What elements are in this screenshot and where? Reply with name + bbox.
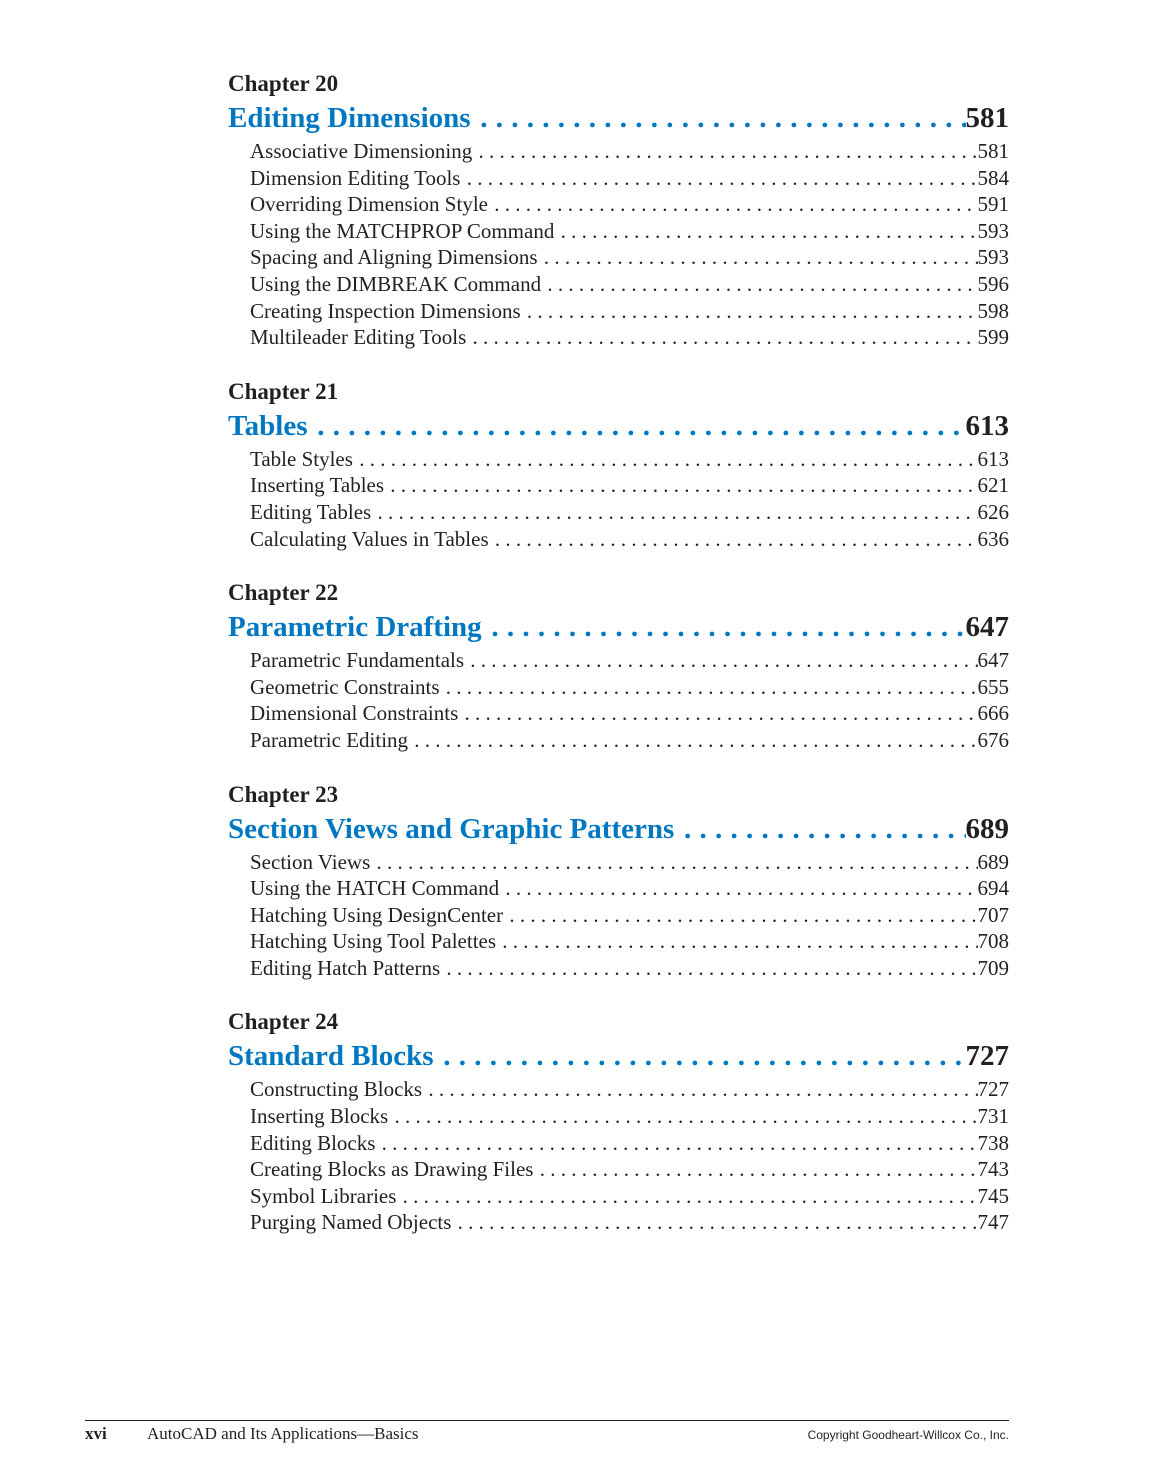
section-page-number: 709 xyxy=(977,955,1009,980)
dot-leader xyxy=(538,244,978,271)
section-page-number: 743 xyxy=(977,1157,1009,1182)
section-entry[interactable] xyxy=(250,298,1009,325)
chapter-title-row[interactable] xyxy=(228,100,1009,136)
section-entry[interactable] xyxy=(250,446,1009,473)
section-entry[interactable] xyxy=(250,191,1009,218)
dot-leader xyxy=(396,1183,977,1210)
chapter-page-number: 647 xyxy=(965,611,1009,644)
section-title: Dimension Editing Tools xyxy=(250,165,461,190)
section-page-number: 598 xyxy=(977,298,1009,323)
section-entry[interactable] xyxy=(250,1103,1009,1130)
section-entry[interactable] xyxy=(250,324,1009,351)
dot-leader xyxy=(388,1103,977,1130)
dot-leader xyxy=(471,100,966,136)
dot-leader xyxy=(433,1038,965,1074)
page-footer xyxy=(85,1420,1009,1444)
section-list xyxy=(228,446,1009,552)
chapter-title: Tables xyxy=(228,409,308,442)
section-list xyxy=(228,138,1009,351)
section-page-number: 584 xyxy=(977,165,1009,190)
section-list xyxy=(228,1076,1009,1236)
section-entry[interactable] xyxy=(250,647,1009,674)
chapter-label: Chapter 23 xyxy=(228,781,339,807)
chapter-title-row[interactable] xyxy=(228,1038,1009,1074)
section-page-number: 655 xyxy=(977,674,1009,699)
chapter-page-number: 613 xyxy=(965,409,1009,442)
section-page-number: 747 xyxy=(977,1210,1009,1235)
section-entry[interactable] xyxy=(250,526,1009,553)
section-page-number: 636 xyxy=(977,526,1009,551)
section-title: Purging Named Objects xyxy=(250,1210,452,1235)
chapter-label: Chapter 21 xyxy=(228,378,339,404)
dot-leader xyxy=(466,324,977,351)
section-list xyxy=(228,849,1009,982)
chapter-title-row[interactable] xyxy=(228,811,1009,847)
dot-leader xyxy=(464,647,977,674)
running-book-title: AutoCAD and Its Applications—Basics xyxy=(147,1424,419,1443)
chapter-title: Standard Blocks xyxy=(228,1040,434,1073)
dot-leader xyxy=(371,499,977,526)
section-page-number: 647 xyxy=(977,648,1009,673)
section-entry[interactable] xyxy=(250,218,1009,245)
section-page-number: 621 xyxy=(977,473,1009,498)
section-entry[interactable] xyxy=(250,928,1009,955)
section-title: Geometric Constraints xyxy=(250,674,440,699)
chapter-label: Chapter 20 xyxy=(228,71,339,96)
section-entry[interactable] xyxy=(250,1076,1009,1103)
section-title: Constructing Blocks xyxy=(250,1077,423,1102)
dot-leader xyxy=(496,928,977,955)
dot-leader xyxy=(472,138,977,165)
section-title: Section Views xyxy=(250,849,371,874)
dot-leader xyxy=(482,609,966,645)
section-title: Spacing and Aligning Dimensions xyxy=(250,245,538,270)
chapter-list xyxy=(228,68,1009,1236)
section-title: Editing Tables xyxy=(250,499,372,524)
dot-leader xyxy=(488,191,978,218)
section-entry[interactable] xyxy=(250,1209,1009,1236)
chapter-title: Parametric Drafting xyxy=(228,611,482,644)
chapter-block xyxy=(228,1006,1009,1236)
dot-leader xyxy=(308,408,966,444)
dot-leader xyxy=(460,165,977,192)
dot-leader xyxy=(440,674,978,701)
dot-leader xyxy=(440,955,977,982)
section-entry[interactable] xyxy=(250,849,1009,876)
chapter-label: Chapter 22 xyxy=(228,580,339,606)
section-title: Table Styles xyxy=(250,446,353,471)
dot-leader xyxy=(458,700,977,727)
dot-leader xyxy=(541,271,977,298)
section-list xyxy=(228,647,1009,753)
page-folio: xvi xyxy=(85,1424,107,1443)
chapter-block xyxy=(228,68,1009,351)
section-entry[interactable] xyxy=(250,1156,1009,1183)
section-title: Inserting Tables xyxy=(250,473,385,498)
section-entry[interactable] xyxy=(250,955,1009,982)
section-title: Dimensional Constraints xyxy=(250,701,459,726)
section-title: Editing Blocks xyxy=(250,1130,376,1155)
section-page-number: 707 xyxy=(977,902,1009,927)
section-entry[interactable] xyxy=(250,165,1009,192)
dot-leader xyxy=(489,526,978,553)
section-page-number: 613 xyxy=(977,446,1009,471)
dot-leader xyxy=(533,1156,977,1183)
section-page-number: 666 xyxy=(977,701,1009,726)
section-title: Parametric Editing xyxy=(250,727,409,752)
chapter-label: Chapter 24 xyxy=(228,1009,339,1035)
section-page-number: 745 xyxy=(977,1183,1009,1208)
chapter-title: Editing Dimensions xyxy=(228,102,471,134)
section-title: Calculating Values in Tables xyxy=(250,526,489,551)
chapter-title-row[interactable] xyxy=(228,408,1009,444)
section-page-number: 676 xyxy=(977,727,1009,752)
section-title: Creating Inspection Dimensions xyxy=(250,298,521,323)
chapter-block xyxy=(228,779,1009,982)
dot-leader xyxy=(499,875,977,902)
section-page-number: 626 xyxy=(977,499,1009,524)
section-title: Hatching Using Tool Palettes xyxy=(250,929,497,954)
section-page-number: 708 xyxy=(977,929,1009,954)
section-title: Inserting Blocks xyxy=(250,1104,389,1129)
section-entry[interactable] xyxy=(250,674,1009,701)
section-page-number: 727 xyxy=(977,1077,1009,1102)
section-entry[interactable] xyxy=(250,875,1009,902)
section-entry[interactable] xyxy=(250,1130,1009,1157)
copyright-notice: Copyright Goodheart-Willcox Co., Inc. xyxy=(807,1428,1009,1442)
section-title: Using the HATCH Command xyxy=(250,876,500,901)
chapter-page-number: 581 xyxy=(965,102,1009,134)
dot-leader xyxy=(408,727,977,754)
section-page-number: 689 xyxy=(977,849,1009,874)
section-page-number: 581 xyxy=(977,139,1009,163)
dot-leader xyxy=(503,902,977,929)
chapter-block xyxy=(228,376,1009,552)
dot-leader xyxy=(384,472,977,499)
section-title: Symbol Libraries xyxy=(250,1183,397,1208)
section-title: Creating Blocks as Drawing Files xyxy=(250,1157,534,1182)
section-entry[interactable] xyxy=(250,472,1009,499)
dot-leader xyxy=(375,1130,977,1157)
section-page-number: 731 xyxy=(977,1104,1009,1129)
section-entry[interactable] xyxy=(250,902,1009,929)
section-title: Using the DIMBREAK Command xyxy=(250,271,542,296)
section-entry[interactable] xyxy=(250,244,1009,271)
section-page-number: 596 xyxy=(977,271,1009,296)
section-title: Using the MATCHPROP Command xyxy=(250,218,555,243)
dot-leader xyxy=(422,1076,977,1103)
section-entry[interactable] xyxy=(250,1183,1009,1210)
section-entry[interactable] xyxy=(250,138,1009,165)
section-entry[interactable] xyxy=(250,271,1009,298)
chapter-title: Section Views and Graphic Patterns xyxy=(228,812,675,845)
section-entry[interactable] xyxy=(250,700,1009,727)
section-title: Overriding Dimension Style xyxy=(250,192,488,217)
section-title: Editing Hatch Patterns xyxy=(250,955,441,980)
section-title: Hatching Using DesignCenter xyxy=(250,902,504,927)
dot-leader xyxy=(370,849,977,876)
section-page-number: 738 xyxy=(977,1130,1009,1155)
section-page-number: 694 xyxy=(977,876,1009,901)
chapter-page-number: 689 xyxy=(965,812,1009,845)
section-page-number: 593 xyxy=(977,218,1009,243)
table-of-contents xyxy=(228,68,1009,1261)
section-title: Associative Dimensioning xyxy=(250,139,473,163)
chapter-title-row[interactable] xyxy=(228,609,1009,645)
section-page-number: 593 xyxy=(977,245,1009,270)
chapter-page-number: 727 xyxy=(965,1040,1009,1073)
dot-leader xyxy=(674,811,965,847)
dot-leader xyxy=(451,1209,977,1236)
section-page-number: 591 xyxy=(977,192,1009,217)
section-page-number: 599 xyxy=(977,325,1009,350)
section-entry[interactable] xyxy=(250,727,1009,754)
section-title: Multileader Editing Tools xyxy=(250,325,467,350)
section-entry[interactable] xyxy=(250,499,1009,526)
dot-leader xyxy=(521,298,978,325)
dot-leader xyxy=(554,218,977,245)
section-title: Parametric Fundamentals xyxy=(250,648,465,673)
dot-leader xyxy=(353,446,978,473)
chapter-block xyxy=(228,577,1009,753)
